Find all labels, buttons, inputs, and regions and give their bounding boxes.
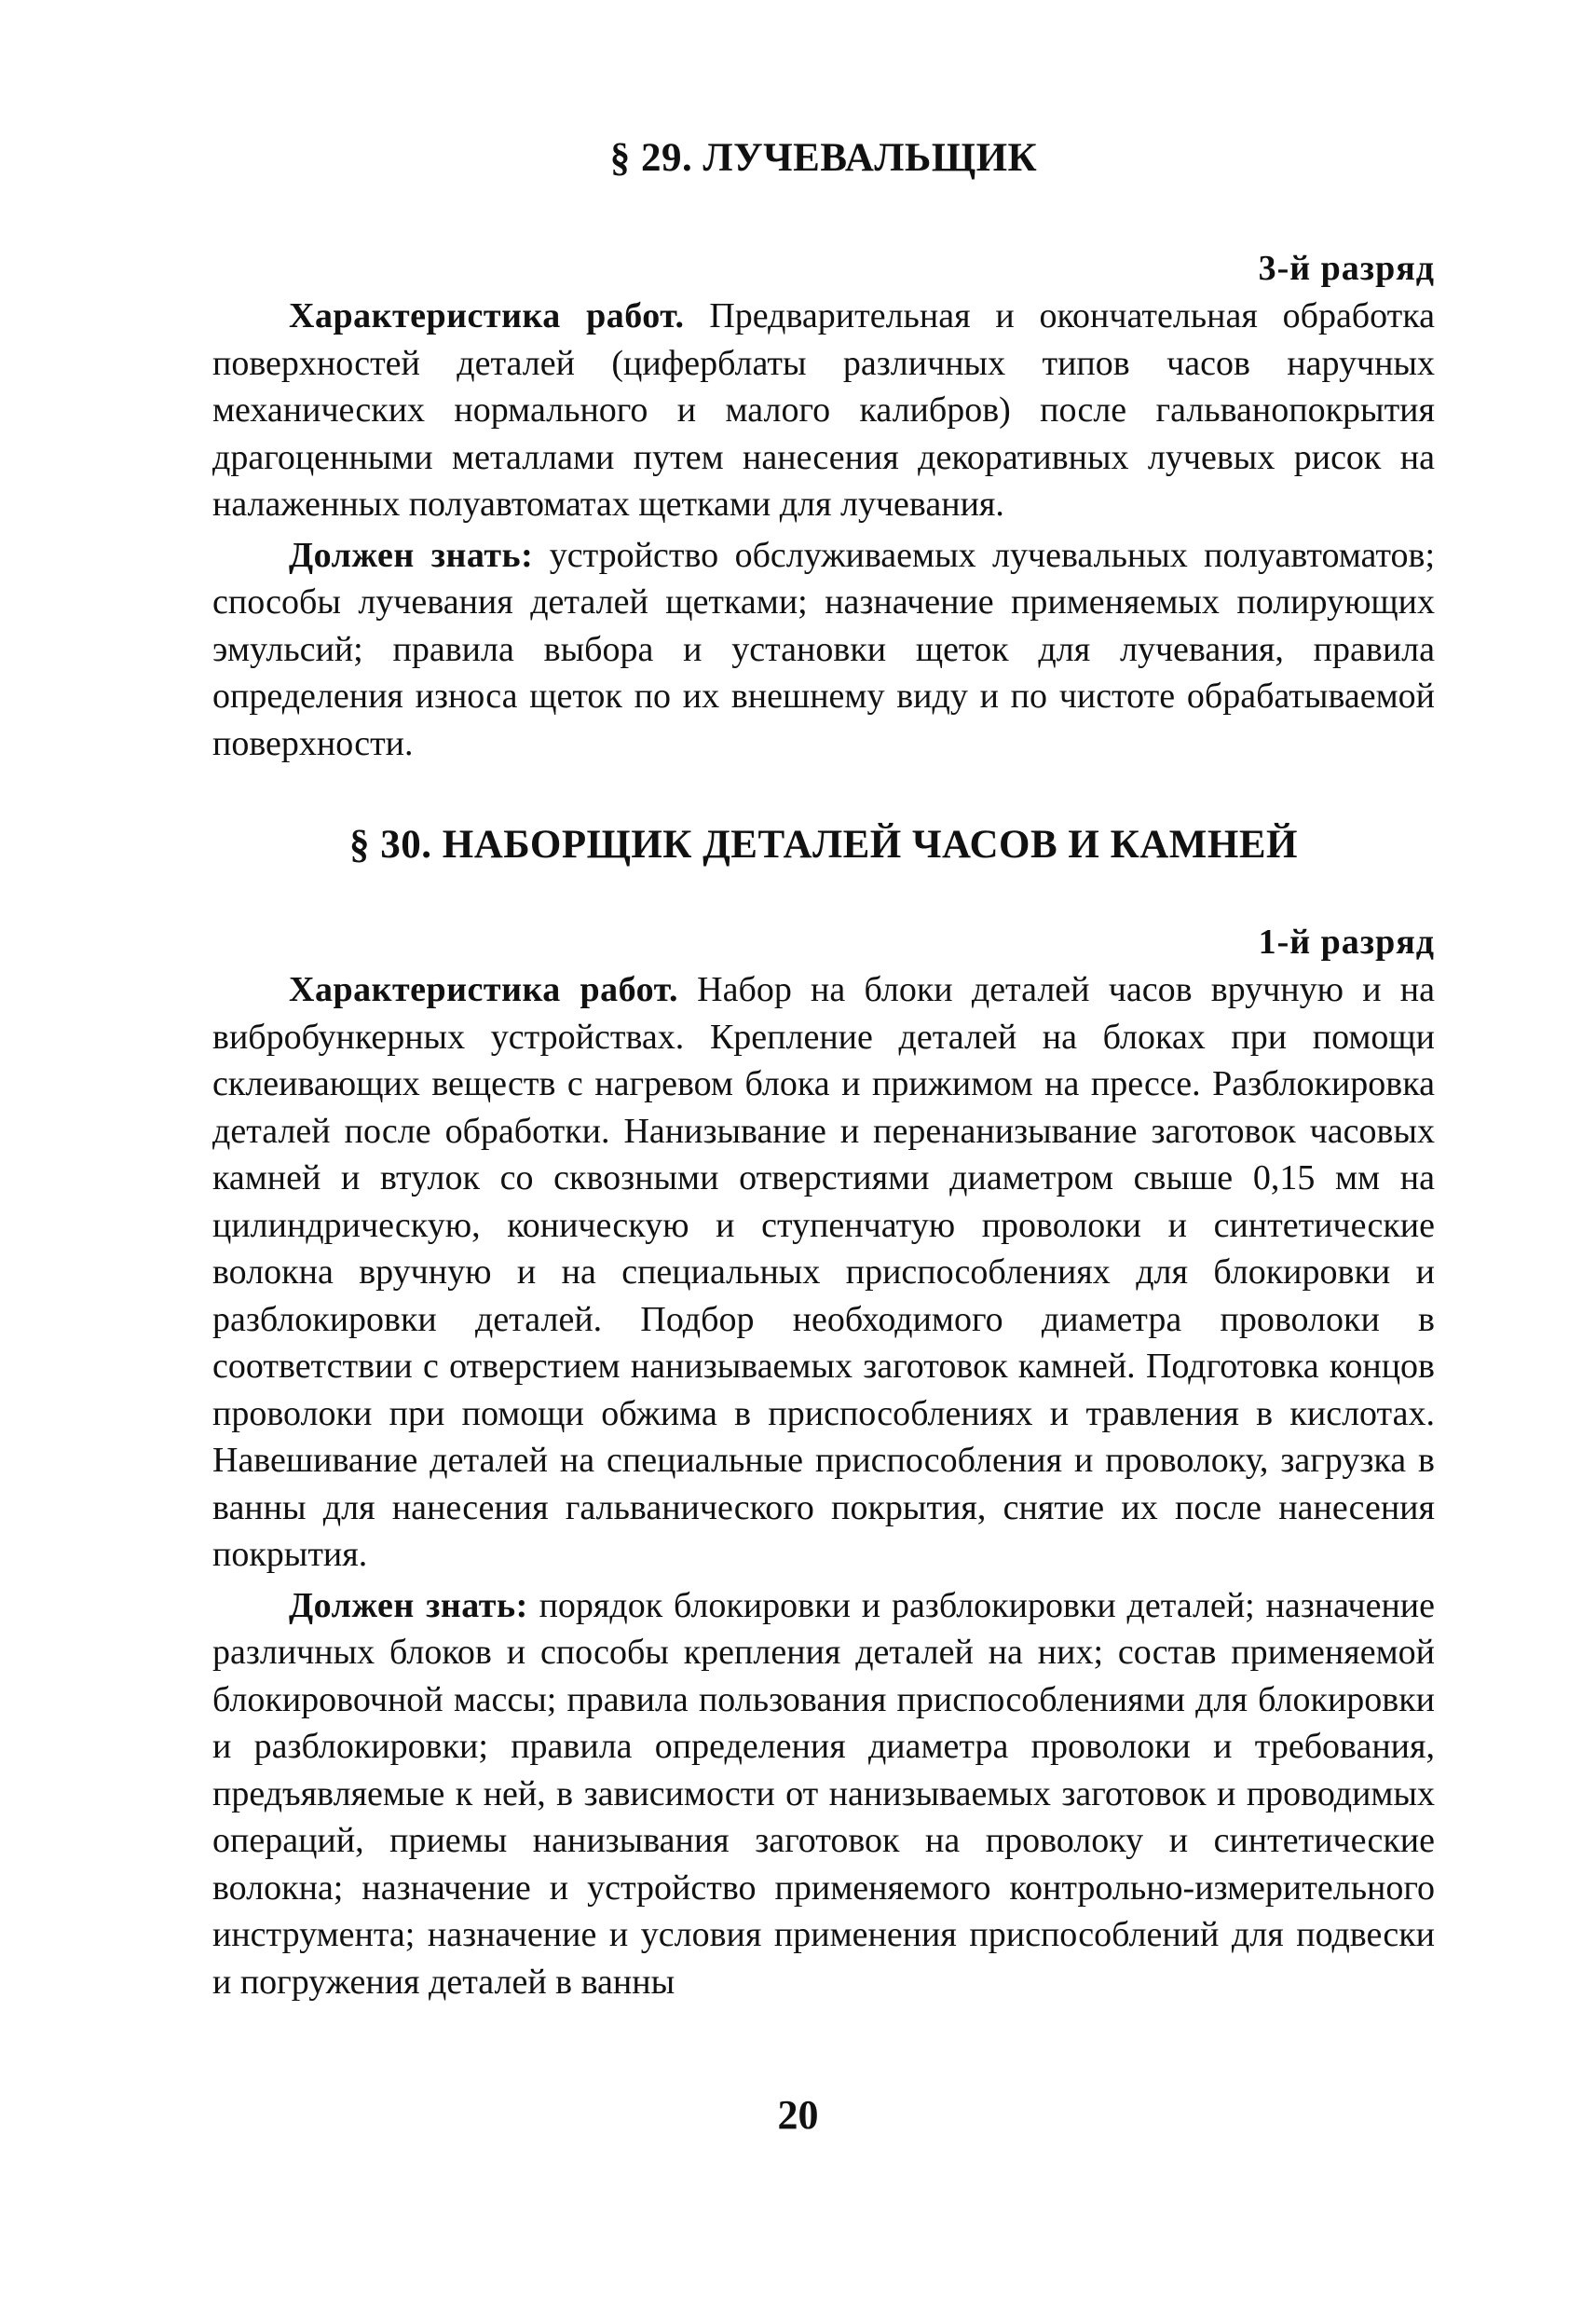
section-30-must-know <box>212 1582 1435 2006</box>
section-29-must-know <box>212 532 1435 768</box>
section-29-work-text: Предварительная и окончательная обработка поверхностей деталей (циферблаты различных типов часов наручных механических нормального и малого калибров) после гальванопокрытия драгоценными металлами путем нанесения декоративных лучевых рисок на налаженных полуавтоматах щетками для лучевания. <box>212 296 1435 524</box>
section-30-work-label: Характеристика работ. <box>289 970 678 1009</box>
section-30-rank: 1-й разряд <box>1258 923 1435 962</box>
section-29-work-characteristics <box>212 293 1435 528</box>
section-30-know-text: порядок блокировки и разблокировки деталей; назначение различных блоков и способы крепления деталей на них; состав применяемой блокировочной массы; правила пользования приспособлениями для блокировки и разблокировки; правила определения диаметра проволоки и требования, предъявляемые к ней, в зависимости от нанизываемых заготовок и проводимых операций, приемы нанизывания заготовок на проволоку и синтетические волокна; назначение и устройство применяемого контрольно-измерительного инструмента; назначение и условия применения приспособлений для подвески и погружения деталей в ванны <box>212 1585 1435 2002</box>
section-29-know-label: Должен знать: <box>289 535 534 575</box>
text-column <box>212 130 1435 2005</box>
section-29-know-text: устройство обслуживаемых лучевальных полуавтоматов; способы лучевания деталей щетками; назначение применяемых полирующих эмульсий; правила выбора и установки щеток для лучевания, правила определения износа щеток по их внешнему виду и по чистоте обрабатываемой поверхности. <box>212 535 1436 763</box>
section-30-title: § 30. НАБОРЩИК ДЕТАЛЕЙ ЧАСОВ И КАМНЕЙ <box>349 823 1298 867</box>
section-29-work-label: Характеристика работ. <box>289 296 685 335</box>
section-29-title: § 29. ЛУЧЕВАЛЬЩИК <box>609 136 1038 180</box>
section-30-work-characteristics <box>212 966 1435 1579</box>
page-number: 20 <box>777 2092 819 2138</box>
section-30-work-text: Набор на блоки деталей часов вручную и на вибробункерных устройствах. Крепление деталей на блоках при помощи склеивающих веществ с нагревом блока и прижимом на прессе. Разблокировка деталей после обработки. Нанизывание и перенанизывание заготовок часовых камней и втулок со сквозными отверстиями диаметром свыше 0,15 мм на цилиндрическую, коническую и ступенчатую проволоки и синтетические волокна вручную и на специальных приспособлениях для блокировки и разблокировки деталей. Подбор необходимого диаметра проволоки в соответствии с отверстием нанизываемых заготовок камней. Подготовка концов проволоки при помощи обжима в приспособлениях и травления в кислотах. Навешивание деталей на специальные приспособления и проволоку, загрузка в ванны для нанесения гальванического покрытия, снятие их после нанесения покрытия. <box>212 970 1436 1574</box>
section-30-know-label: Должен знать: <box>289 1585 528 1625</box>
section-29-rank: 3-й разряд <box>1258 249 1435 288</box>
